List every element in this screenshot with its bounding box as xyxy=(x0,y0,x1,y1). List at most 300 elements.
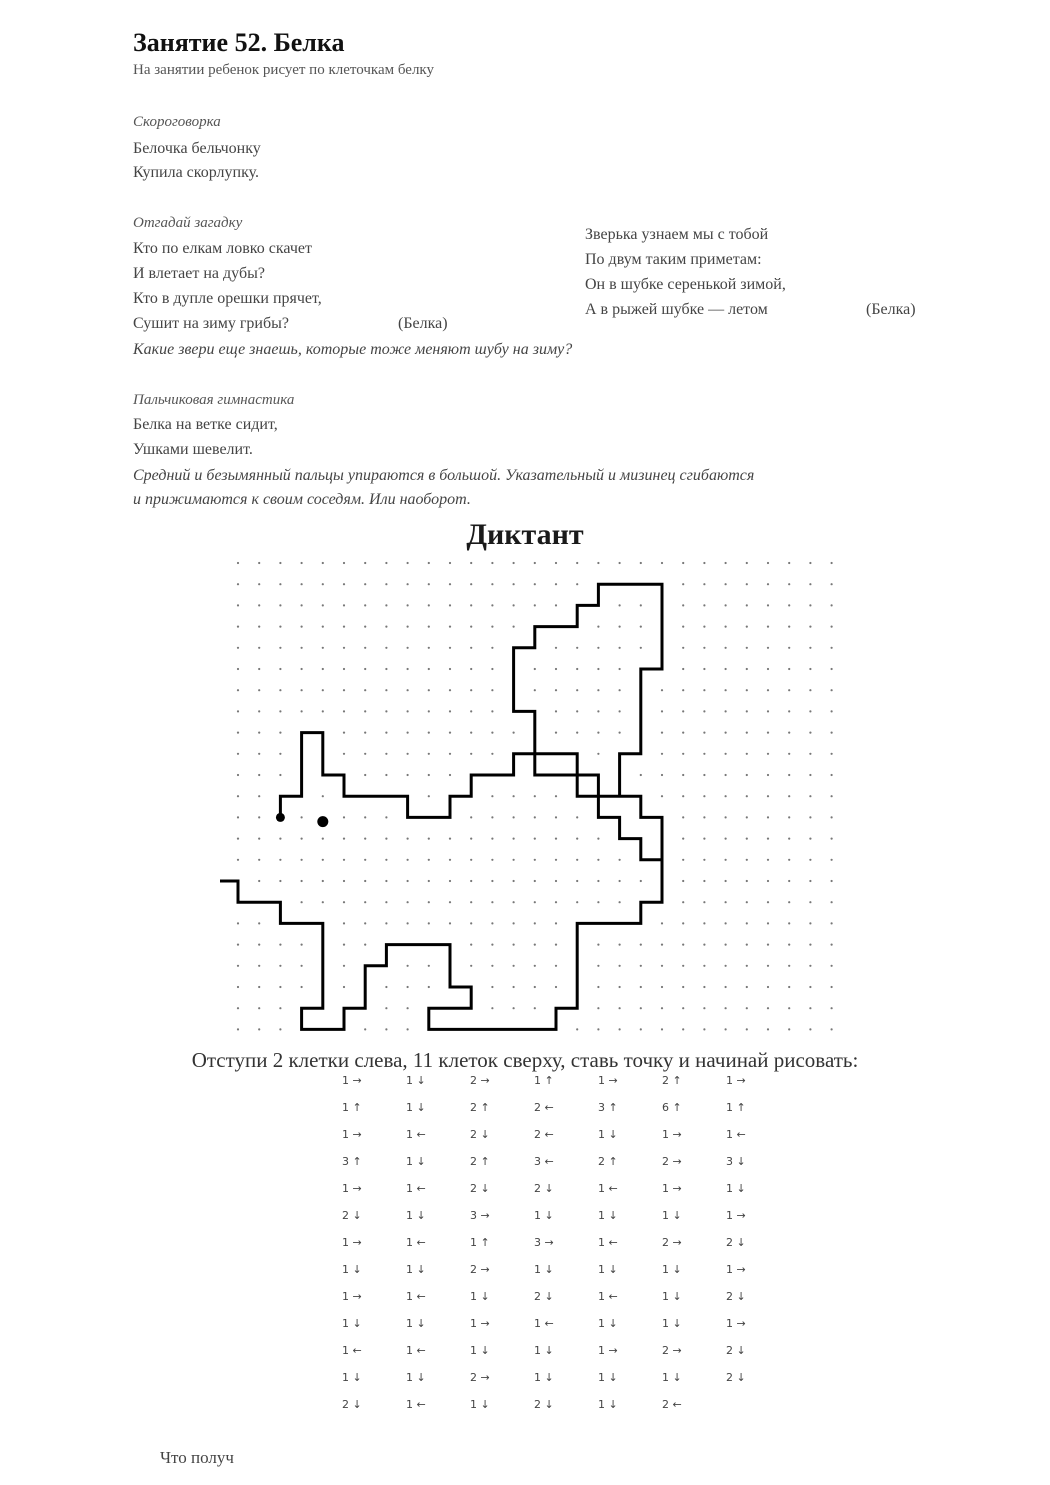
riddle-left-line: Кто в дупле орешки прячет, xyxy=(133,290,322,307)
grid-dot xyxy=(703,944,705,946)
grid-dot xyxy=(831,944,833,946)
grid-dot xyxy=(534,986,536,988)
grid-dot xyxy=(576,710,578,712)
grid-dot xyxy=(703,689,705,691)
grid-dot xyxy=(322,626,324,628)
grid-dot xyxy=(534,1007,536,1009)
finger-game-line: Ушками шевелит. xyxy=(133,441,253,458)
grid-dot xyxy=(407,922,409,924)
grid-dot xyxy=(809,816,811,818)
start-point xyxy=(276,813,285,822)
grid-dot xyxy=(385,732,387,734)
grid-dot xyxy=(534,901,536,903)
grid-dot xyxy=(682,838,684,840)
grid-dot xyxy=(428,626,430,628)
grid-dot xyxy=(661,944,663,946)
grid-dot xyxy=(407,604,409,606)
grid-dot xyxy=(237,859,239,861)
grid-dot xyxy=(682,859,684,861)
grid-dot xyxy=(491,710,493,712)
grid-dot xyxy=(725,604,727,606)
grid-dot xyxy=(746,859,748,861)
dictation-step: 2 ↓ xyxy=(726,1344,746,1357)
grid-dot xyxy=(237,838,239,840)
dictation-step: 1 ↓ xyxy=(726,1182,746,1195)
grid-dot xyxy=(407,732,409,734)
grid-dot xyxy=(788,859,790,861)
grid-dot xyxy=(555,859,557,861)
grid-dot xyxy=(513,583,515,585)
grid-dot xyxy=(809,838,811,840)
grid-dot xyxy=(301,562,303,564)
grid-dot xyxy=(449,668,451,670)
grid-dot xyxy=(576,668,578,670)
grid-dot xyxy=(576,647,578,649)
grid-dot xyxy=(788,647,790,649)
grid-dot xyxy=(725,986,727,988)
dictation-step: 1 ↓ xyxy=(598,1398,618,1411)
grid-dot xyxy=(258,838,260,840)
grid-dot xyxy=(470,859,472,861)
grid-dot xyxy=(576,732,578,734)
dictation-step: 1 → xyxy=(598,1344,618,1357)
dictation-step: 2 ↓ xyxy=(726,1371,746,1384)
grid-dot xyxy=(682,944,684,946)
grid-dot xyxy=(258,1028,260,1030)
grid-dot xyxy=(449,901,451,903)
grid-dot xyxy=(682,816,684,818)
grid-dot xyxy=(491,859,493,861)
grid-dot xyxy=(470,626,472,628)
grid-dot xyxy=(322,901,324,903)
grid-dot xyxy=(725,880,727,882)
grid-dot xyxy=(682,774,684,776)
grid-dot xyxy=(788,732,790,734)
dictation-step: 1 ← xyxy=(406,1290,426,1303)
grid-dot xyxy=(725,838,727,840)
grid-dot xyxy=(703,753,705,755)
grid-dot xyxy=(491,922,493,924)
riddle-left-answer: (Белка) xyxy=(398,315,448,332)
grid-dot xyxy=(407,1028,409,1030)
grid-dot xyxy=(237,986,239,988)
grid-dot xyxy=(767,668,769,670)
grid-dot xyxy=(279,1028,281,1030)
grid-dot xyxy=(301,965,303,967)
grid-dot xyxy=(809,668,811,670)
grid-dot xyxy=(809,901,811,903)
grid-dot xyxy=(767,816,769,818)
grid-dot xyxy=(619,604,621,606)
grid-dot xyxy=(343,626,345,628)
dictation-step: 1 ← xyxy=(534,1317,554,1330)
grid-dot xyxy=(767,965,769,967)
grid-dot xyxy=(449,838,451,840)
grid-dot xyxy=(788,795,790,797)
grid-dot xyxy=(534,562,536,564)
grid-dot xyxy=(809,689,811,691)
grid-dot xyxy=(364,880,366,882)
grid-dot xyxy=(364,838,366,840)
grid-dot xyxy=(682,583,684,585)
grid-dot xyxy=(470,732,472,734)
grid-dot xyxy=(449,710,451,712)
grid-dot xyxy=(597,880,599,882)
dictation-step: 2 ↑ xyxy=(470,1155,490,1168)
grid-dot xyxy=(428,859,430,861)
riddle-note: Какие звери еще знаешь, которые тоже меняют шубу на зиму? xyxy=(133,341,573,358)
grid-dot xyxy=(237,753,239,755)
grid-dot xyxy=(364,604,366,606)
grid-dot xyxy=(343,922,345,924)
grid-dot xyxy=(767,922,769,924)
riddle-left-line: И влетает на дубы? xyxy=(133,265,265,282)
grid-dot xyxy=(428,647,430,649)
grid-dot xyxy=(725,774,727,776)
grid-dot xyxy=(831,647,833,649)
page-title: Занятие 52. Белка xyxy=(133,28,345,57)
grid-dot xyxy=(703,816,705,818)
dictation-step: 2 ↓ xyxy=(342,1209,362,1222)
grid-dot xyxy=(619,689,621,691)
grid-dot xyxy=(767,753,769,755)
grid-dot xyxy=(322,689,324,691)
grid-dot xyxy=(682,986,684,988)
grid-dot xyxy=(534,944,536,946)
grid-dot xyxy=(576,1028,578,1030)
grid-dot xyxy=(703,1007,705,1009)
grid-dot xyxy=(831,838,833,840)
grid-dot xyxy=(385,1007,387,1009)
grid-dot xyxy=(428,838,430,840)
grid-dot xyxy=(576,859,578,861)
grid-dot xyxy=(258,604,260,606)
grid-dot xyxy=(279,668,281,670)
grid-dot xyxy=(258,562,260,564)
dictation-step: 1 ↓ xyxy=(342,1317,362,1330)
grid-dot xyxy=(470,689,472,691)
grid-dot xyxy=(258,732,260,734)
grid-dot xyxy=(491,583,493,585)
grid-dot xyxy=(279,604,281,606)
grid-dot xyxy=(809,986,811,988)
grid-dot xyxy=(279,1007,281,1009)
tongue-twister-line: Белочка бельчонку xyxy=(133,140,261,157)
grid-dot xyxy=(343,816,345,818)
dictation-step: 1 ↓ xyxy=(470,1398,490,1411)
grid-dot xyxy=(831,562,833,564)
grid-dot xyxy=(534,965,536,967)
grid-dot xyxy=(301,604,303,606)
grid-dot xyxy=(788,562,790,564)
grid-dot xyxy=(513,562,515,564)
grid-dot xyxy=(322,795,324,797)
dictation-step: 1 ↑ xyxy=(534,1074,554,1087)
grid-dot xyxy=(407,562,409,564)
dictation-step: 2 → xyxy=(662,1236,682,1249)
grid-dot xyxy=(746,732,748,734)
grid-dot xyxy=(407,710,409,712)
grid-dot xyxy=(788,965,790,967)
grid-dot xyxy=(640,774,642,776)
grid-dot xyxy=(576,901,578,903)
grid-dot xyxy=(385,1028,387,1030)
grid-dot xyxy=(279,626,281,628)
grid-dot xyxy=(258,668,260,670)
page-subtitle: На занятии ребенок рисует по клеточкам белку xyxy=(133,62,435,78)
grid-dot xyxy=(428,795,430,797)
grid-dot xyxy=(364,583,366,585)
grid-dot xyxy=(788,604,790,606)
grid-dot xyxy=(555,880,557,882)
grid-dot xyxy=(428,922,430,924)
dictation-step: 1 ↓ xyxy=(470,1344,490,1357)
dictation-step: 1 ← xyxy=(598,1290,618,1303)
grid-dot xyxy=(831,922,833,924)
grid-dot xyxy=(237,1007,239,1009)
grid-dot xyxy=(279,774,281,776)
grid-dot xyxy=(640,1007,642,1009)
grid-dot xyxy=(513,944,515,946)
grid-dot xyxy=(746,880,748,882)
grid-dot xyxy=(513,838,515,840)
grid-dot xyxy=(597,710,599,712)
grid-dot xyxy=(661,732,663,734)
dictation-step: 2 ← xyxy=(662,1398,682,1411)
grid-dot xyxy=(746,965,748,967)
grid-dot xyxy=(385,901,387,903)
dictation-step: 1 → xyxy=(598,1074,618,1087)
grid-dot xyxy=(449,774,451,776)
grid-dot xyxy=(407,838,409,840)
grid-dot xyxy=(301,838,303,840)
grid-dot xyxy=(343,986,345,988)
grid-dot xyxy=(746,689,748,691)
grid-dot xyxy=(301,647,303,649)
grid-dot xyxy=(746,583,748,585)
dictation-step: 1 → xyxy=(726,1263,746,1276)
dot-grid-drawing xyxy=(220,560,840,1040)
dictation-step: 1 ↓ xyxy=(598,1263,618,1276)
grid-dot xyxy=(725,710,727,712)
grid-dot xyxy=(364,668,366,670)
grid-dot xyxy=(746,922,748,924)
grid-dot xyxy=(491,816,493,818)
grid-dot xyxy=(619,901,621,903)
grid-dot xyxy=(619,965,621,967)
grid-dot xyxy=(322,668,324,670)
grid-dot xyxy=(597,668,599,670)
dictation-step: 1 ↓ xyxy=(406,1209,426,1222)
grid-dot xyxy=(682,626,684,628)
grid-dot xyxy=(619,668,621,670)
dictation-title: Диктант xyxy=(466,518,584,551)
grid-dot xyxy=(491,986,493,988)
grid-dot xyxy=(767,838,769,840)
grid-dot xyxy=(555,732,557,734)
grid-dot xyxy=(237,965,239,967)
grid-dot xyxy=(407,1007,409,1009)
grid-dot xyxy=(407,647,409,649)
grid-dot xyxy=(767,795,769,797)
grid-dot xyxy=(576,583,578,585)
grid-dot xyxy=(258,795,260,797)
grid-dot xyxy=(534,604,536,606)
grid-dot xyxy=(746,1007,748,1009)
grid-dot xyxy=(343,647,345,649)
dictation-step: 1 → xyxy=(726,1074,746,1087)
grid-dot xyxy=(258,859,260,861)
grid-dot xyxy=(661,562,663,564)
grid-dot xyxy=(258,922,260,924)
grid-dot xyxy=(470,647,472,649)
grid-dot xyxy=(597,944,599,946)
grid-dot xyxy=(491,668,493,670)
grid-dot xyxy=(534,668,536,670)
grid-dot xyxy=(703,901,705,903)
dictation-step: 1 ← xyxy=(406,1182,426,1195)
grid-dot xyxy=(449,732,451,734)
grid-dot xyxy=(513,732,515,734)
grid-dot xyxy=(682,1028,684,1030)
grid-dot xyxy=(767,732,769,734)
grid-dot xyxy=(513,1007,515,1009)
grid-dot xyxy=(809,647,811,649)
grid-dot xyxy=(258,774,260,776)
grid-dot xyxy=(385,816,387,818)
grid-dot xyxy=(809,1028,811,1030)
grid-dot xyxy=(343,944,345,946)
grid-dot xyxy=(407,859,409,861)
grid-dot xyxy=(555,710,557,712)
grid-dot xyxy=(407,965,409,967)
grid-dot xyxy=(640,965,642,967)
grid-dot xyxy=(597,562,599,564)
grid-dot xyxy=(301,901,303,903)
grid-dot xyxy=(428,774,430,776)
grid-dot xyxy=(831,1007,833,1009)
grid-dot xyxy=(237,774,239,776)
grid-dot xyxy=(237,604,239,606)
grid-dot xyxy=(491,753,493,755)
dictation-step: 1 ↓ xyxy=(662,1290,682,1303)
grid-dot xyxy=(258,965,260,967)
grid-dot xyxy=(767,859,769,861)
grid-dot xyxy=(725,647,727,649)
grid-dot xyxy=(746,944,748,946)
grid-dot xyxy=(597,1028,599,1030)
grid-dot xyxy=(597,965,599,967)
grid-dot xyxy=(725,668,727,670)
grid-dot xyxy=(809,583,811,585)
grid-dot xyxy=(343,859,345,861)
grid-dot xyxy=(322,710,324,712)
grid-dot xyxy=(682,922,684,924)
grid-dot xyxy=(407,689,409,691)
grid-dot xyxy=(279,647,281,649)
dictation-step: 1 ↓ xyxy=(534,1209,554,1222)
grid-dot xyxy=(831,732,833,734)
grid-dot xyxy=(279,732,281,734)
grid-dot xyxy=(661,795,663,797)
grid-dot xyxy=(703,859,705,861)
dictation-step: 1 ← xyxy=(406,1128,426,1141)
grid-dot xyxy=(597,901,599,903)
grid-dot xyxy=(385,626,387,628)
dictation-step: 1 → xyxy=(470,1317,490,1330)
grid-dot xyxy=(788,753,790,755)
grid-dot xyxy=(491,901,493,903)
grid-dot xyxy=(555,795,557,797)
grid-dot xyxy=(555,816,557,818)
grid-dot xyxy=(385,689,387,691)
grid-dot xyxy=(767,880,769,882)
grid-dot xyxy=(661,1007,663,1009)
grid-dot xyxy=(682,1007,684,1009)
grid-dot xyxy=(364,710,366,712)
grid-dot xyxy=(364,562,366,564)
dictation-step: 2 → xyxy=(662,1155,682,1168)
grid-dot xyxy=(428,901,430,903)
grid-dot xyxy=(279,965,281,967)
grid-dot xyxy=(619,1007,621,1009)
grid-dot xyxy=(343,965,345,967)
grid-dot xyxy=(640,880,642,882)
grid-dot xyxy=(703,1028,705,1030)
dictation-step: 1 ↓ xyxy=(662,1371,682,1384)
grid-dot xyxy=(428,689,430,691)
grid-dot xyxy=(491,944,493,946)
grid-dot xyxy=(767,583,769,585)
grid-dot xyxy=(322,583,324,585)
dictation-step: 2 ↓ xyxy=(470,1128,490,1141)
dictation-step: 2 ↓ xyxy=(534,1182,554,1195)
grid-dot xyxy=(619,732,621,734)
grid-dot xyxy=(279,986,281,988)
finger-game-note: Средний и безымянный пальцы упираются в большой. Указательный и мизинец сгибаются xyxy=(133,467,755,484)
grid-dot xyxy=(279,859,281,861)
dictation-step: 1 ← xyxy=(406,1398,426,1411)
grid-dot xyxy=(703,668,705,670)
grid-dot xyxy=(746,1028,748,1030)
grid-dot xyxy=(385,710,387,712)
dictation-step: 2 ↓ xyxy=(470,1182,490,1195)
grid-dot xyxy=(725,944,727,946)
dictation-step: 1 ← xyxy=(726,1128,746,1141)
grid-dot xyxy=(407,880,409,882)
riddle-right-answer: (Белка) xyxy=(866,301,916,318)
grid-dot xyxy=(682,604,684,606)
grid-dot xyxy=(831,604,833,606)
grid-dot xyxy=(809,710,811,712)
grid-dot xyxy=(470,922,472,924)
grid-dot xyxy=(725,922,727,924)
grid-dot xyxy=(470,604,472,606)
grid-dot xyxy=(767,901,769,903)
dictation-step: 1 ← xyxy=(406,1236,426,1249)
grid-dot xyxy=(301,944,303,946)
grid-dot xyxy=(279,583,281,585)
grid-dot xyxy=(788,838,790,840)
dictation-step: 1 ↑ xyxy=(342,1101,362,1114)
grid-dot xyxy=(725,753,727,755)
grid-dot xyxy=(428,732,430,734)
grid-dot xyxy=(640,647,642,649)
grid-dot xyxy=(703,880,705,882)
dictation-step: 1 ↓ xyxy=(534,1263,554,1276)
grid-dot xyxy=(703,774,705,776)
dictation-step: 1 → xyxy=(342,1236,362,1249)
